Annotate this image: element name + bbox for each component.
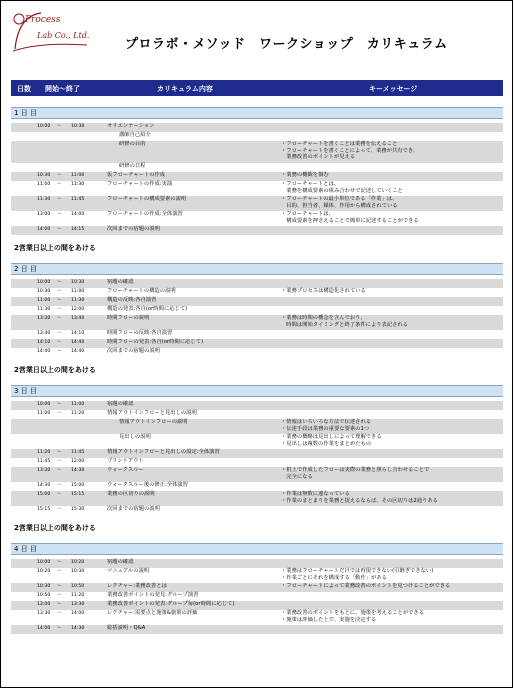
key-message: ・業務改善のポイントをもとに、施策を考えることができる ・施策は評価した上で、実施を決定する [281, 610, 425, 623]
time-separator: ～ [57, 298, 62, 303]
key-message: ・フローチャートの最小単位である「作業」は、 目的、担当者、媒体、作用から構成されている [281, 196, 398, 209]
start-time: 13:40 [37, 331, 51, 336]
curriculum-item: 業務改善ポイントの発見:グループ演習 [107, 592, 199, 598]
time-separator: ～ [57, 197, 62, 202]
key-message: ・フローチャートを書くことは業務を伝えること ・フローチャートを書くことによって、業務が共有でき、 業務改善のポイントが見える [281, 141, 419, 160]
day-section-header: 1 日 目 [11, 107, 503, 119]
company-logo [11, 9, 91, 53]
curriculum-item: 講師自己紹介 [119, 132, 151, 138]
schedule-row [11, 568, 503, 583]
end-time: 10:20 [71, 560, 85, 565]
end-time: 13:40 [71, 316, 85, 321]
schedule-row [11, 601, 503, 610]
curriculum-item: ウォークスルー [107, 467, 144, 473]
curriculum-item: 次回までの宿題の説明 [107, 506, 160, 512]
column-time: 開始～終了 [45, 85, 80, 93]
start-time: 10:30 [37, 289, 51, 294]
curriculum-item: 情報アウトインフローと見出しの設定:全体演習 [107, 449, 220, 455]
time-separator: ～ [57, 307, 62, 312]
time-separator: ～ [57, 492, 62, 497]
key-message: ・フローチャートとは、 業務を構成要素の組み合わせで記述していくこと [281, 181, 403, 194]
schedule-row [11, 419, 503, 434]
start-time: 13:30 [37, 611, 51, 616]
start-time: 10:20 [37, 569, 51, 574]
time-separator: ～ [57, 173, 62, 178]
end-time: 14:30 [71, 626, 85, 631]
key-message: ・フローチャートによって業務改善のポイントを見つけることができる [281, 583, 451, 589]
end-time: 15:15 [71, 492, 85, 497]
time-separator: ～ [57, 227, 62, 232]
end-time: 12:00 [71, 459, 85, 464]
start-time: 13:30 [37, 468, 51, 473]
curriculum-item: 情報アウトインフローの説明 [119, 419, 188, 425]
end-time: 15:00 [71, 483, 85, 488]
schedule-row [11, 467, 503, 482]
start-time: 14:00 [37, 626, 51, 631]
start-time: 13:30 [37, 316, 51, 321]
key-message: ・机上で作成したフローは実際の業務と照らし合わせることで 完全になる [281, 467, 430, 480]
schedule-row [11, 297, 503, 306]
start-time: 11:45 [37, 459, 51, 464]
time-separator: ～ [57, 316, 62, 321]
schedule-row [11, 211, 503, 226]
end-time: 12:00 [71, 307, 85, 312]
end-time: 11:00 [71, 402, 85, 407]
start-time: 10:50 [37, 593, 51, 598]
curriculum-item: フローチャートの作成:実演 [107, 181, 173, 187]
logo-line2: Lab Co., Ltd. [37, 31, 90, 40]
time-separator: ～ [57, 602, 62, 607]
end-time: 14:00 [71, 212, 85, 217]
schedule-row [11, 141, 503, 163]
end-time: 10:50 [71, 584, 85, 589]
schedule-row [11, 625, 503, 634]
curriculum-item: 見出しの説明 [119, 434, 151, 440]
interval-note: 2営業日以上の間をあける [14, 244, 96, 252]
column-day: 日数 [17, 85, 31, 93]
time-separator: ～ [57, 483, 62, 488]
time-separator: ～ [57, 124, 62, 129]
curriculum-item: 研修の目的 [119, 141, 146, 147]
start-time: 15:00 [37, 492, 51, 497]
curriculum-item: 時間フローの発表:各自(or時間に応じて) [107, 339, 204, 345]
start-time: 11:00 [37, 298, 51, 303]
schedule-row [11, 482, 503, 491]
time-separator: ～ [57, 212, 62, 217]
start-time: 11:00 [37, 411, 51, 416]
start-time: 11:30 [37, 197, 51, 202]
curriculum-item: 総括説明・Q&A [107, 625, 146, 631]
time-separator: ～ [57, 468, 62, 473]
time-separator: ～ [57, 569, 62, 574]
schedule-row [11, 226, 503, 235]
schedule-row [11, 610, 503, 625]
end-time: 11:45 [71, 450, 85, 455]
logo-line1: Process [25, 15, 61, 25]
end-time: 11:00 [71, 173, 85, 178]
curriculum-item: 宿題の確認 [107, 401, 134, 407]
curriculum-item: 構造の反映:各自演習 [107, 297, 157, 303]
start-time: 10:30 [37, 173, 51, 178]
time-separator: ～ [57, 331, 62, 336]
column-content: カリキュラム内容 [157, 85, 213, 93]
page-title: プロラボ・メソッド ワークショップ カリキュラム [125, 37, 448, 52]
day-section-header: 3 日 目 [11, 385, 503, 397]
end-time: 15:30 [71, 507, 85, 512]
schedule-row [11, 559, 503, 568]
end-time: 14:00 [71, 611, 85, 616]
schedule-row [11, 306, 503, 315]
end-time: 11:20 [71, 593, 85, 598]
schedule-row [11, 449, 503, 458]
schedule-row [11, 123, 503, 132]
key-message: ・作業は無数に連なっている ・作業のまとまりを業務と捉えるならば、その区切りは2通りある [281, 491, 438, 504]
schedule-row [11, 348, 503, 357]
schedule-row [11, 592, 503, 601]
key-message: ・業務は時間の概念を含んでおり、 時間は開始タイミングと終了条件により表記される [281, 315, 409, 328]
time-separator: ～ [57, 459, 62, 464]
key-message: ・業務プロセスは構造化されている [281, 288, 366, 294]
end-time: 13:30 [71, 602, 85, 607]
schedule-row [11, 410, 503, 419]
schedule-row [11, 172, 503, 181]
schedule-row [11, 339, 503, 348]
day-section-header: 2 日 目 [11, 263, 503, 275]
curriculum-item: フローチャートの作成:全体演習 [107, 211, 183, 217]
curriculum-item: オリエンテーション [107, 123, 155, 129]
end-time: 11:45 [71, 197, 85, 202]
curriculum-item: 業務の区切りの説明 [107, 491, 155, 497]
end-time: 14:15 [71, 227, 85, 232]
curriculum-item: 次回までの宿題の説明 [107, 226, 160, 232]
start-time: 10:00 [37, 402, 51, 407]
curriculum-item: レクチャー:業務改善とは [107, 583, 167, 589]
end-time: 11:30 [71, 182, 85, 187]
schedule-row [11, 401, 503, 410]
key-message: ・情報はいろいろな方法で伝達される ・伝達手段は業務の重要な要素の1つ [281, 419, 372, 432]
column-header-bar [11, 80, 503, 96]
start-time: 10:00 [37, 560, 51, 565]
end-time: 10:30 [71, 280, 85, 285]
end-time: 14:40 [71, 349, 85, 354]
interval-note: 2営業日以上の間をあける [14, 366, 96, 374]
start-time: 15:15 [37, 507, 51, 512]
time-separator: ～ [57, 289, 62, 294]
end-time: 14:30 [71, 468, 85, 473]
start-time: 11:20 [37, 450, 51, 455]
start-time: 11:30 [37, 307, 51, 312]
curriculum-item: 宿題の確認 [107, 559, 134, 565]
time-separator: ～ [57, 507, 62, 512]
schedule-row [11, 132, 503, 141]
curriculum-item: ウォークスルー後の修正:全体演習 [107, 482, 188, 488]
curriculum-item: レクチャー:需要点と施策&施策の評価 [107, 610, 198, 616]
schedule-row [11, 583, 503, 592]
key-message: ・業務の概略は見出しによって理解できる ・見出しは複数の作業をまとめたもの [281, 434, 382, 447]
start-time: 10:00 [37, 124, 51, 129]
schedule-row [11, 181, 503, 196]
start-time: 13:00 [37, 212, 51, 217]
time-separator: ～ [57, 402, 62, 407]
start-time: 14:00 [37, 227, 51, 232]
start-time: 13:00 [37, 602, 51, 607]
schedule-row [11, 330, 503, 339]
curriculum-item: 仮フローチャートの作成 [107, 172, 166, 178]
time-separator: ～ [57, 182, 62, 187]
time-separator: ～ [57, 560, 62, 565]
curriculum-item: 次回までの宿題の説明 [107, 348, 160, 354]
start-time: 14:10 [37, 340, 51, 345]
curriculum-item: フローチャートの構造の説明 [107, 288, 176, 294]
end-time: 14:40 [71, 340, 85, 345]
curriculum-item: 業務改善ポイントの発表:グループ毎(or時間に応じて) [107, 601, 235, 607]
start-time: 10:30 [37, 584, 51, 589]
column-message: キーメッセージ [369, 85, 418, 93]
schedule-row [11, 506, 503, 515]
time-separator: ～ [57, 626, 62, 631]
schedule-row [11, 458, 503, 467]
curriculum-item: 構造の発表:各自(or時間に応じて) [107, 306, 188, 312]
curriculum-item: プリントアウト [107, 458, 144, 464]
time-separator: ～ [57, 611, 62, 616]
curriculum-item: 時間フローの説明 [107, 315, 150, 321]
start-time: 14:40 [37, 349, 51, 354]
curriculum-item: 情報アウトインフローと見出しの説明 [107, 410, 197, 416]
curriculum-item: 時間フローの反映:各自演習 [107, 330, 173, 336]
start-time: 14:30 [37, 483, 51, 488]
schedule-row [11, 491, 503, 506]
time-separator: ～ [57, 340, 62, 345]
time-separator: ～ [57, 450, 62, 455]
end-time: 14:10 [71, 331, 85, 336]
end-time: 11:20 [71, 411, 85, 416]
time-separator: ～ [57, 584, 62, 589]
key-message: ・フローチャートは、 構成要素を押さえることで簡単に記述することができる [281, 211, 419, 224]
schedule-row [11, 315, 503, 330]
schedule-row [11, 288, 503, 297]
interval-note: 2営業日以上の間をあける [14, 524, 96, 532]
curriculum-item: フローチャートの構成要素の説明 [107, 196, 187, 202]
time-separator: ～ [57, 411, 62, 416]
schedule-row [11, 163, 503, 172]
end-time: 10:30 [71, 569, 85, 574]
schedule-row [11, 196, 503, 211]
start-time: 11:00 [37, 182, 51, 187]
schedule-row [11, 279, 503, 288]
end-time: 11:30 [71, 298, 85, 303]
time-separator: ～ [57, 593, 62, 598]
start-time: 10:00 [37, 280, 51, 285]
schedule-row [11, 434, 503, 449]
time-separator: ～ [57, 280, 62, 285]
curriculum-item: マニュアルの説明 [107, 568, 150, 574]
curriculum-item: 研修の日程 [119, 163, 146, 169]
key-message: ・業務の概観を掴む [281, 172, 329, 178]
key-message: ・業務はフローチャートだけでは再現できない(引継ぎできない) ・作業ごとにそれを構成する「動作」がある [281, 568, 434, 581]
end-time: 11:00 [71, 289, 85, 294]
end-time: 10:30 [71, 124, 85, 129]
curriculum-content [11, 99, 503, 634]
day-section-header: 4 日 目 [11, 543, 503, 555]
time-separator: ～ [57, 349, 62, 354]
curriculum-item: 宿題の確認 [107, 279, 134, 285]
